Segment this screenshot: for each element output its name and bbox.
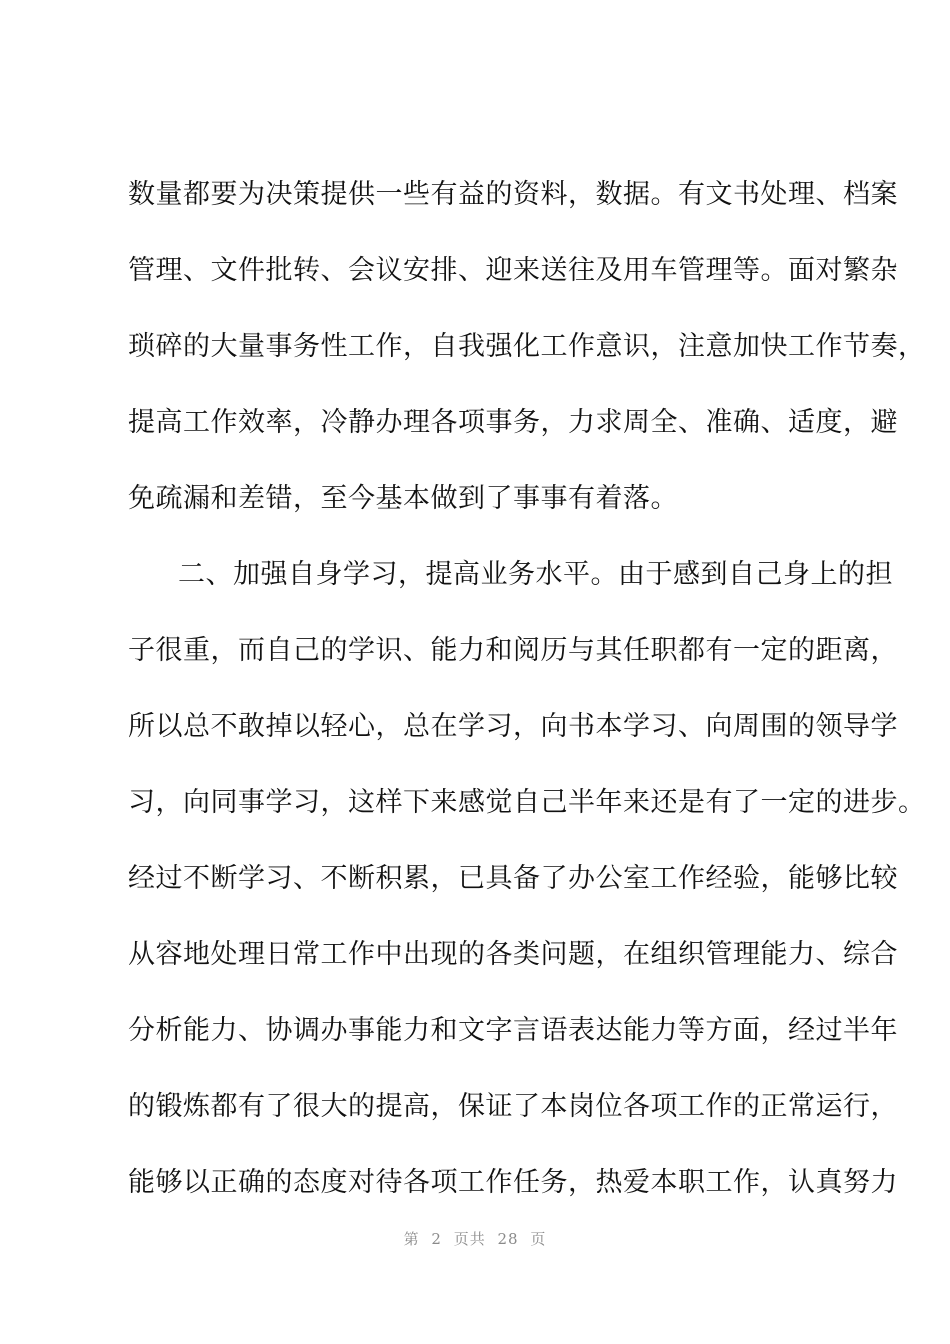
text-line-1: 数量都要为决策提供一些有益的资料，数据。有文书处理、档案 (128, 179, 898, 210)
text-line-12: 分析能力、协调办事能力和文字言语表达能力等方面，经过半年 (128, 1015, 898, 1046)
text-line-3: 琐碎的大量事务性工作，自我强化工作意识，注意加快工作节奏， (128, 331, 926, 362)
text-line-9: 习，向同事学习，这样下来感觉自己半年来还是有了一定的进步。 (128, 787, 926, 818)
page-footer: 第 2 页共 28 页 (403, 1230, 547, 1248)
text-line-8: 所以总不敢掉以轻心，总在学习，向书本学习、向周围的领导学 (128, 711, 898, 742)
text-line-11: 从容地处理日常工作中出现的各类问题，在组织管理能力、综合 (128, 939, 898, 970)
paragraph-start-line: 二、加强自身学习，提高业务水平。由于感到自己身上的担 (178, 559, 893, 590)
text-line-2: 管理、文件批转、会议安排、迎来送往及用车管理等。面对繁杂 (128, 255, 898, 286)
text-line-10: 经过不断学习、不断积累，已具备了办公室工作经验，能够比较 (128, 863, 898, 894)
text-line-13: 的锻炼都有了很大的提高，保证了本岗位各项工作的正常运行， (128, 1091, 898, 1122)
text-line-4: 提高工作效率，冷静办理各项事务，力求周全、准确、适度，避 (128, 407, 898, 438)
text-line-5: 免疏漏和差错，至今基本做到了事事有着落。 (128, 483, 678, 514)
text-line-7: 子很重，而自己的学识、能力和阅历与其任职都有一定的距离， (128, 635, 898, 666)
text-line-14: 能够以正确的态度对待各项工作任务，热爱本职工作，认真努力 (128, 1167, 898, 1198)
